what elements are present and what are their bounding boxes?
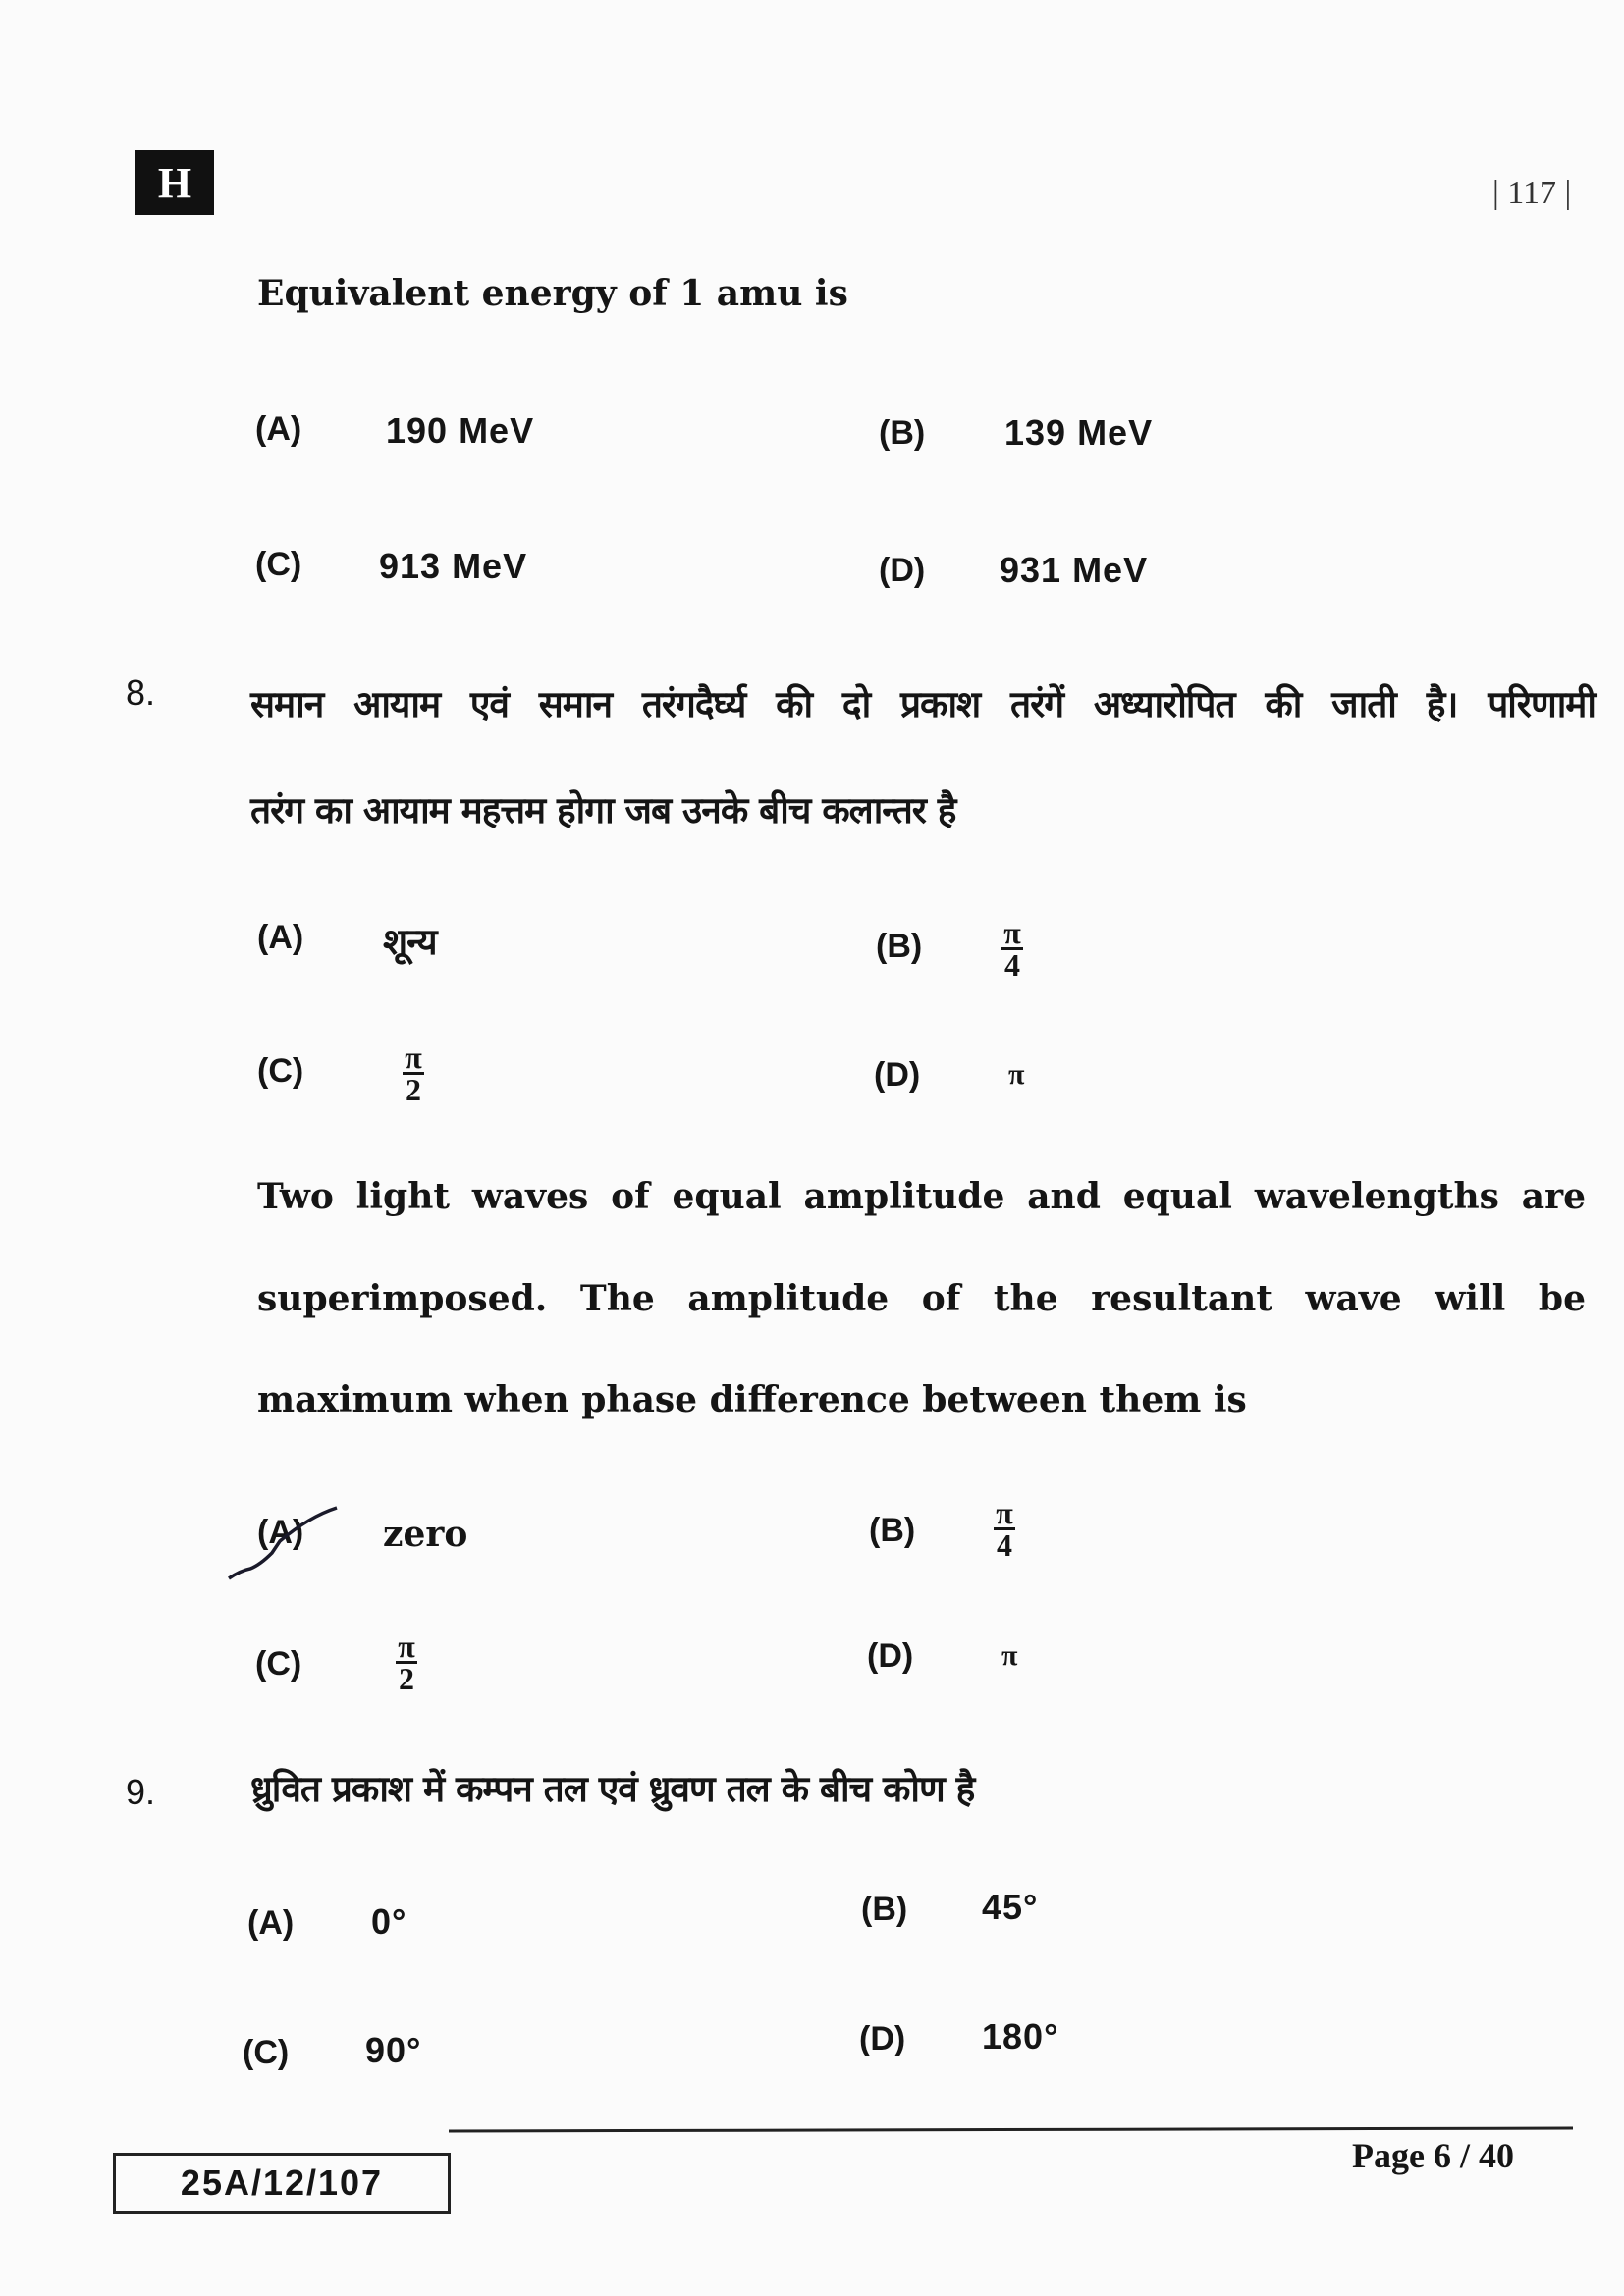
q8-hi-option-d-label: (D) xyxy=(874,1056,921,1094)
q7-option-a-label: (A) xyxy=(255,410,302,448)
numerator: π xyxy=(1003,915,1021,950)
q7-option-b-value: 139 MeV xyxy=(1004,412,1154,453)
q8-hindi-line2: तरंग का आयाम महत्तम होगा जब उनके बीच कलान्तर है xyxy=(250,789,956,831)
q8-en-option-a-label: (A) xyxy=(257,1514,304,1551)
q8-hindi-line1: समान आयाम एवं समान तरंगदैर्घ्य की दो प्रकाश तरंगें अध्यारोपित की जाती है। परिणामी xyxy=(250,683,1596,725)
q7-option-d-value: 931 MeV xyxy=(1000,550,1149,590)
q8-hi-option-b-fraction xyxy=(1001,915,1023,983)
q7-stem: Equivalent energy of 1 amu is xyxy=(257,273,848,314)
denominator: 4 xyxy=(997,1527,1012,1563)
q8-en-option-c-label: (C) xyxy=(255,1645,302,1682)
q9-option-d-label: (D) xyxy=(859,2020,906,2057)
q9-option-c-label: (C) xyxy=(243,2034,290,2071)
numerator: π xyxy=(996,1495,1013,1530)
q8-hi-option-b-label: (B) xyxy=(876,928,923,965)
q8-hi-option-c-fraction xyxy=(403,1040,424,1107)
denominator: 2 xyxy=(399,1661,414,1696)
denominator: 2 xyxy=(406,1072,421,1107)
q8-hi-option-a-value: शून्य xyxy=(383,921,437,963)
q7-option-d-label: (D) xyxy=(879,552,926,589)
set-code-badge: H xyxy=(135,150,214,215)
numerator: π xyxy=(405,1040,422,1075)
q9-option-c-value: 90° xyxy=(365,2030,422,2070)
answer-tick-mark-icon xyxy=(221,1502,344,1580)
denominator: 4 xyxy=(1004,947,1020,983)
q7-option-a-value: 190 MeV xyxy=(386,410,535,451)
q8-en-option-c-fraction xyxy=(396,1629,417,1696)
q9-option-b-label: (B) xyxy=(861,1891,908,1928)
q8-en-option-d-label: (D) xyxy=(867,1637,914,1675)
footer-rule xyxy=(449,2127,1573,2133)
page-mark: | 117 | xyxy=(1492,175,1572,211)
q7-option-c-label: (C) xyxy=(255,546,302,583)
q8-en-option-b-label: (B) xyxy=(869,1512,916,1549)
q8-english-line1: Two light waves of equal amplitude and equal wavelengths are xyxy=(257,1176,1586,1217)
q8-en-option-d-value: π xyxy=(1001,1639,1019,1672)
q8-english-line3: maximum when phase difference between them is xyxy=(257,1379,1247,1420)
page-number: Page 6 / 40 xyxy=(1352,2136,1514,2175)
q8-hi-option-a-label: (A) xyxy=(257,919,304,956)
q9-option-a-value: 0° xyxy=(371,1901,407,1942)
q9-number: 9. xyxy=(126,1772,156,1812)
q7-option-b-label: (B) xyxy=(879,414,926,452)
q8-hi-option-c-label: (C) xyxy=(257,1052,304,1090)
q9-option-a-label: (A) xyxy=(247,1904,295,1942)
q8-english-line2: superimposed. The amplitude of the resultant wave will be xyxy=(257,1278,1586,1319)
q8-number: 8. xyxy=(126,672,156,713)
q8-en-option-a-value: zero xyxy=(383,1514,468,1555)
q9-hindi-stem: ध्रुवित प्रकाश में कम्पन तल एवं ध्रुवण तल के बीच कोण है xyxy=(250,1768,975,1810)
q9-option-b-value: 45° xyxy=(982,1887,1039,1927)
q9-option-d-value: 180° xyxy=(982,2016,1059,2056)
numerator: π xyxy=(398,1629,415,1664)
q8-en-option-b-fraction xyxy=(994,1495,1015,1563)
q7-option-c-value: 913 MeV xyxy=(379,546,528,586)
q8-hi-option-d-value: π xyxy=(1008,1058,1026,1091)
paper-code-box: 25A/12/107 xyxy=(113,2153,451,2214)
